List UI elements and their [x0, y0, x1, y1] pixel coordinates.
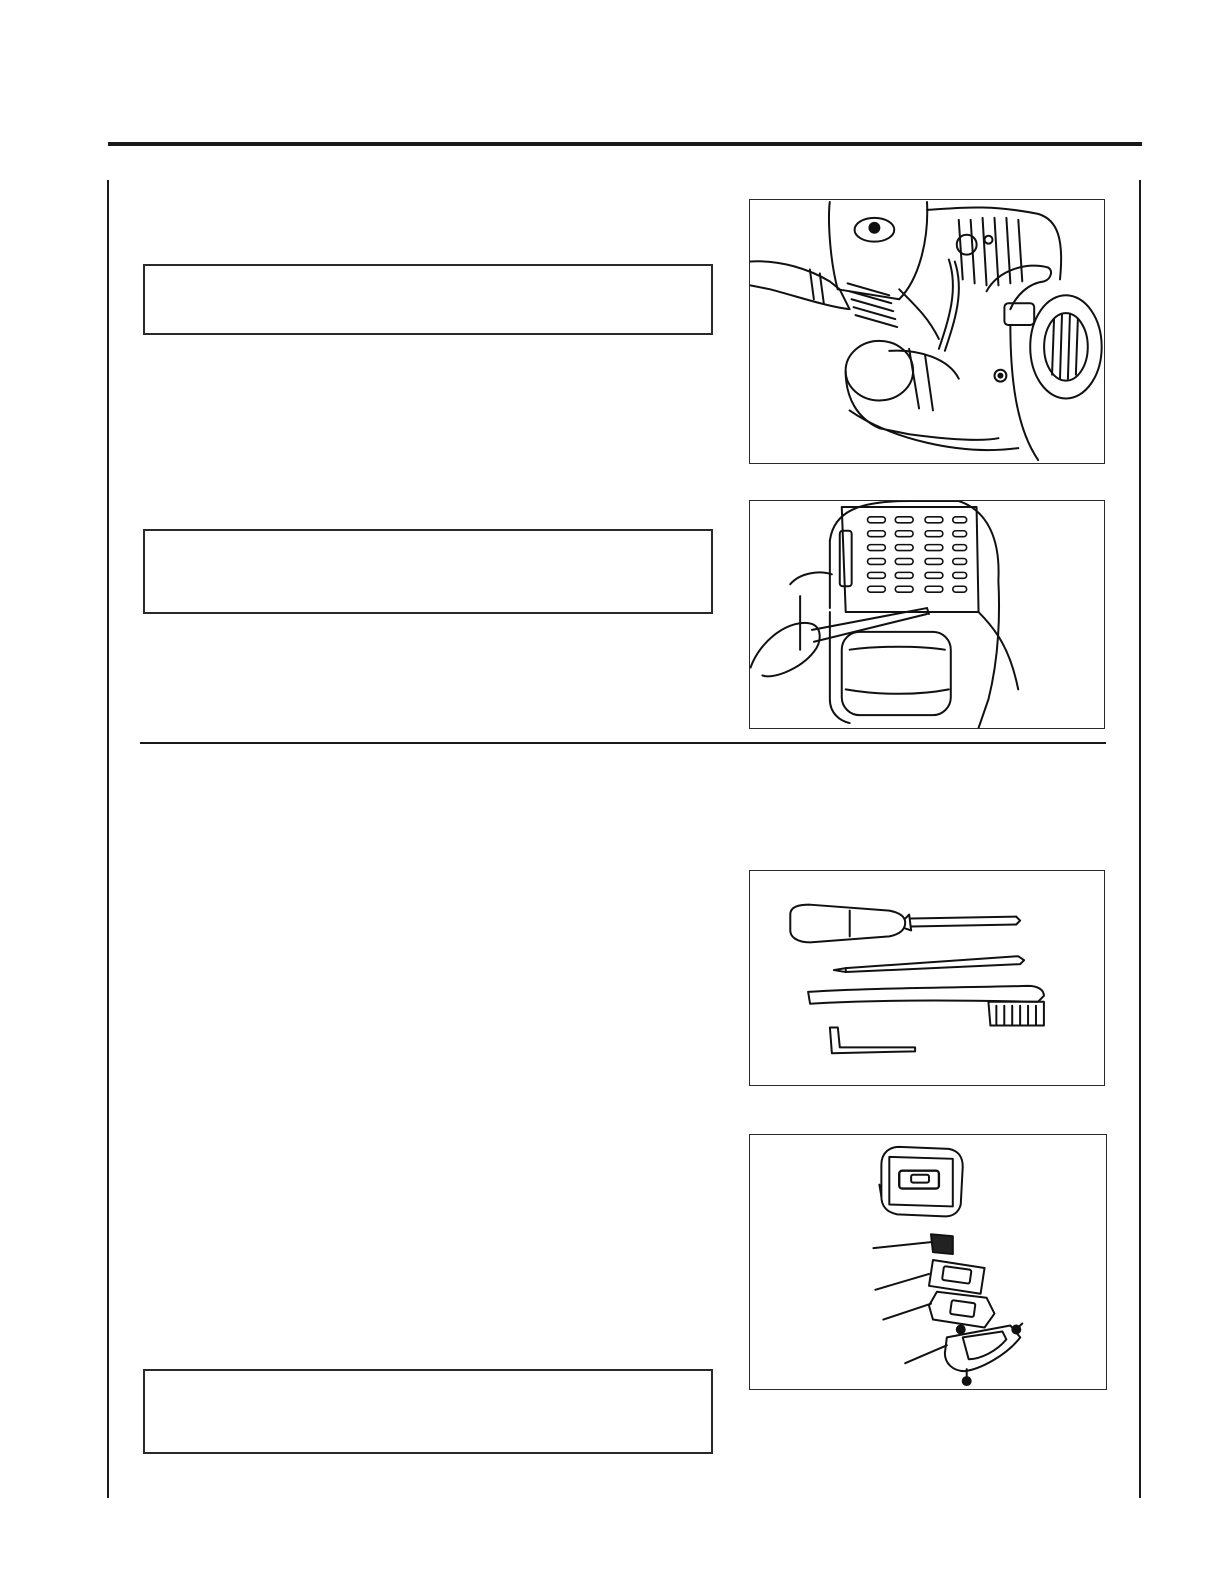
figure-engine-cover — [749, 199, 1105, 464]
figure-tools — [749, 870, 1105, 1086]
note-box-2 — [143, 529, 713, 614]
left-margin-rule — [107, 180, 109, 1498]
section-divider — [140, 742, 1106, 744]
figure-spark-arrestor — [749, 1134, 1107, 1390]
header-rule — [108, 142, 1142, 146]
note-box-1 — [143, 264, 713, 335]
muffler-screwdriver-illustration-icon — [750, 501, 1104, 728]
figure-muffler-cover — [749, 500, 1105, 729]
right-margin-rule — [1139, 180, 1141, 1498]
note-box-3 — [143, 1369, 713, 1454]
engine-cover-illustration-icon — [750, 200, 1104, 463]
tools-illustration-icon — [750, 871, 1104, 1085]
exploded-muffler-illustration-icon — [750, 1135, 1106, 1389]
